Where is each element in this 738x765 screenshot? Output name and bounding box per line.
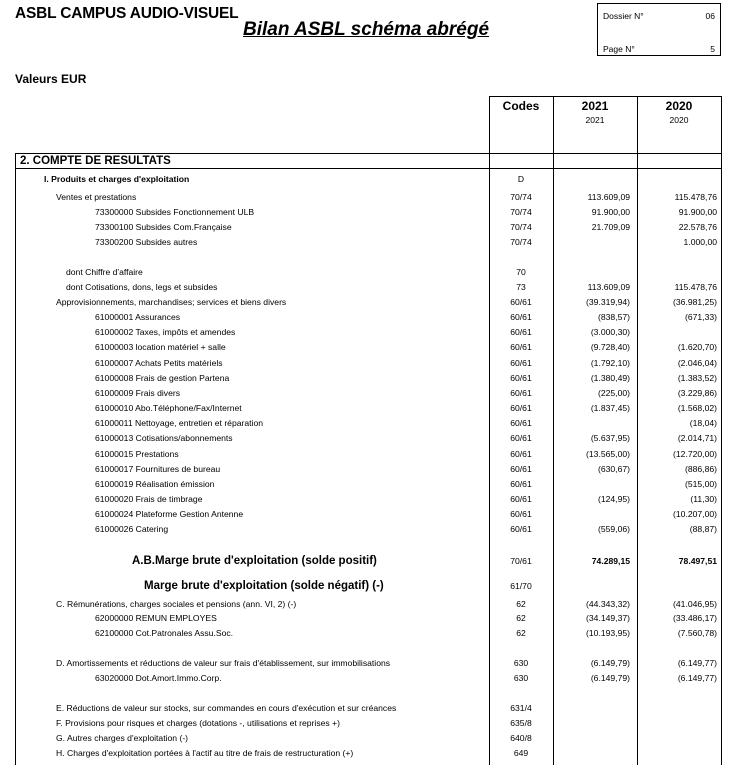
row-label: A.B.Marge brute d'exploitation (solde positif) — [132, 555, 377, 567]
row-label: H. Charges d'exploitation portées à l'actif au titre de frais de restructuration (+) — [56, 748, 354, 758]
row-label: 61000008 Frais de gestion Partena — [95, 373, 230, 383]
dossier-page-box — [597, 3, 721, 56]
table-row — [17, 387, 735, 400]
row-value-2021: (124,95) — [597, 494, 630, 504]
table-row — [17, 478, 735, 491]
row-label: E. Réductions de valeur sur stocks, sur commandes en cours d'exécution et sur créances — [56, 703, 397, 713]
row-code: 60/61 — [510, 358, 532, 368]
row-code: 60/61 — [510, 373, 532, 383]
row-label: 61000003 location matériel + salle — [95, 342, 226, 352]
row-value-2020: 115.478,76 — [674, 282, 717, 292]
row-code: 631/4 — [510, 703, 532, 713]
organization-name: ASBL CAMPUS AUDIO-VISUEL — [15, 5, 239, 22]
table-top-border — [489, 96, 722, 97]
row-value-2021: 113.609,09 — [587, 282, 630, 292]
table-row — [17, 206, 735, 219]
table-row — [17, 702, 735, 715]
row-value-2021: (5.637,95) — [590, 433, 630, 443]
row-value-2020: (6.149,77) — [677, 658, 717, 668]
row-label: dont Cotisations, dons, legs et subsides — [66, 282, 218, 292]
row-code: 70/74 — [510, 207, 532, 217]
table-row — [17, 672, 735, 685]
row-value-2020: (11,30) — [690, 494, 717, 504]
row-label: 73300000 Subsides Fonctionnement ULB — [95, 207, 255, 217]
row-code: 60/61 — [510, 509, 532, 519]
row-value-2021: (559,06) — [597, 524, 630, 534]
row-value-2020: 115.478,76 — [674, 192, 717, 202]
row-value-2021: 91.900,00 — [591, 207, 630, 217]
table-row — [17, 508, 735, 521]
table-row — [17, 173, 735, 186]
table-row — [17, 747, 735, 760]
row-label: Ventes et prestations — [56, 192, 137, 202]
row-code: 62 — [516, 613, 526, 623]
row-value-2020: (18,04) — [689, 418, 717, 428]
row-code: 60/61 — [510, 418, 532, 428]
page-value: 5 — [710, 44, 715, 54]
row-label: 61000010 Abo.Téléphone/Fax/Internet — [95, 403, 242, 413]
row-value-2021: 21.709,09 — [591, 222, 630, 232]
row-value-2020: (2.014,71) — [677, 433, 717, 443]
page-label: Page N° — [603, 44, 635, 54]
row-code: 60/61 — [510, 312, 532, 322]
table-row — [17, 432, 735, 445]
row-label: G. Autres charges d'exploitation (-) — [56, 733, 189, 743]
year2-column-subheader: 2020 — [669, 115, 689, 125]
table-row — [17, 732, 735, 745]
row-label: 61000020 Frais de timbrage — [95, 494, 203, 504]
row-code: 635/8 — [510, 718, 532, 728]
year1-column-subheader: 2021 — [585, 115, 605, 125]
row-code: 60/61 — [510, 464, 532, 474]
row-code: 70/74 — [510, 237, 532, 247]
row-label: 73300200 Subsides autres — [95, 237, 198, 247]
table-row — [17, 627, 735, 640]
table-row — [17, 191, 735, 204]
year2-column-header: 2020 — [665, 99, 693, 113]
row-code: 60/61 — [510, 524, 532, 534]
row-label: 61000019 Réalisation émission — [95, 479, 215, 489]
currency-unit: Valeurs EUR — [15, 72, 87, 86]
row-value-2021: (1.792,10) — [590, 358, 630, 368]
table-row — [17, 448, 735, 461]
row-code: 61/70 — [510, 581, 532, 591]
table-row — [17, 281, 735, 294]
section-title: 2. COMPTE DE RESULTATS — [20, 155, 171, 167]
row-value-2020: (671,33) — [684, 312, 717, 322]
dossier-value: 06 — [705, 11, 715, 21]
row-value-2020: (1.568,02) — [677, 403, 717, 413]
row-value-2020: (1.383,52) — [677, 373, 717, 383]
row-label: 73300100 Subsides Com.Française — [95, 222, 232, 232]
row-label: 62000000 REMUN EMPLOYES — [95, 613, 217, 623]
row-label: 62100000 Cot.Patronales Assu.Soc. — [95, 628, 234, 638]
row-code: 73 — [516, 282, 526, 292]
table-row — [17, 555, 735, 568]
table-row — [17, 266, 735, 279]
codes-column-header: Codes — [502, 99, 540, 113]
table-row — [17, 612, 735, 625]
row-value-2020: (10.207,00) — [673, 509, 717, 519]
row-label: Approvisionnements, marchandises; services et biens divers — [56, 297, 287, 307]
table-row — [17, 598, 735, 611]
row-code: 60/61 — [510, 297, 532, 307]
row-label: D. Amortissements et réductions de valeur sur frais d'établissement, sur immobilisations — [56, 658, 391, 668]
row-value-2020: 1.000,00 — [683, 237, 717, 247]
row-value-2021: (225,00) — [597, 388, 630, 398]
table-row — [17, 341, 735, 354]
row-value-2021: (3.000,30) — [590, 327, 630, 337]
table-row — [17, 236, 735, 249]
row-label: 61000015 Prestations — [95, 449, 179, 459]
row-value-2020: (1.620,70) — [677, 342, 717, 352]
row-label: 61000007 Achats Petits matériels — [95, 358, 223, 368]
row-code: 649 — [513, 748, 529, 758]
row-value-2020: (515,00) — [684, 479, 717, 489]
row-value-2020: (12.720,00) — [673, 449, 717, 459]
row-value-2021: (1.380,49) — [590, 373, 630, 383]
year1-column-header: 2021 — [581, 99, 609, 113]
table-row — [17, 580, 735, 593]
row-value-2021: (39.319,94) — [586, 297, 630, 307]
table-row — [17, 402, 735, 415]
row-code: 62 — [516, 599, 526, 609]
row-code: 60/61 — [510, 433, 532, 443]
document-title: Bilan ASBL schéma abrégé — [243, 19, 490, 40]
row-value-2020: 22.578,76 — [678, 222, 717, 232]
row-label: 63020000 Dot.Amort.Immo.Corp. — [95, 673, 222, 683]
row-value-2020: (41.046,95) — [673, 599, 717, 609]
table-row — [17, 463, 735, 476]
row-code: 62 — [516, 628, 526, 638]
row-value-2021: 74.289,15 — [591, 556, 630, 566]
row-label: 61000009 Frais divers — [95, 388, 181, 398]
row-code: 70/74 — [510, 192, 532, 202]
table-left-border — [15, 153, 16, 765]
row-code: 630 — [513, 658, 529, 668]
row-code: 60/61 — [510, 388, 532, 398]
table-row — [17, 372, 735, 385]
table-row — [17, 357, 735, 370]
row-label: 61000013 Cotisations/abonnements — [95, 433, 233, 443]
row-code: 60/61 — [510, 342, 532, 352]
row-value-2020: (88,87) — [689, 524, 717, 534]
row-value-2021: (13.565,00) — [586, 449, 630, 459]
row-value-2021: (1.837,45) — [590, 403, 630, 413]
row-value-2020: (36.981,25) — [673, 297, 717, 307]
table-row — [17, 221, 735, 234]
row-label: C. Rémunérations, charges sociales et pensions (ann. VI, 2) (-) — [56, 599, 297, 609]
row-value-2021: (6.149,79) — [590, 673, 630, 683]
row-code: 70/61 — [510, 556, 532, 566]
row-label: I. Produits et charges d'exploitation — [44, 174, 190, 184]
row-value-2021: 113.609,09 — [587, 192, 630, 202]
row-value-2021: (630,67) — [597, 464, 630, 474]
row-value-2020: 91.900,00 — [678, 207, 717, 217]
row-code: D — [517, 174, 525, 184]
row-code: 60/61 — [510, 494, 532, 504]
row-value-2020: (33.486,17) — [673, 613, 717, 623]
row-label: dont Chiffre d'affaire — [66, 267, 143, 277]
row-value-2020: (6.149,77) — [677, 673, 717, 683]
table-row — [17, 417, 735, 430]
row-label: 61000026 Catering — [95, 524, 169, 534]
row-value-2020: (7.560,78) — [677, 628, 717, 638]
row-label: 61000024 Plateforme Gestion Antenne — [95, 509, 244, 519]
row-label: 61000002 Taxes, impôts et amendes — [95, 327, 236, 337]
table-row — [17, 326, 735, 339]
table-row — [17, 493, 735, 506]
row-label: 61000011 Nettoyage, entretien et réparation — [95, 418, 264, 428]
dossier-label: Dossier N° — [603, 11, 644, 21]
section-title-row — [17, 155, 735, 168]
row-code: 60/61 — [510, 327, 532, 337]
table-row — [17, 311, 735, 324]
row-value-2020: (886,86) — [684, 464, 717, 474]
row-label: Marge brute d'exploitation (solde négatif) (-) — [144, 580, 384, 592]
row-value-2020: (2.046,04) — [677, 358, 717, 368]
row-code: 60/61 — [510, 403, 532, 413]
row-code: 60/61 — [510, 479, 532, 489]
table-row — [17, 657, 735, 670]
row-value-2020: 78.497,51 — [678, 556, 717, 566]
row-label: 61000001 Assurances — [95, 312, 181, 322]
table-row — [17, 523, 735, 536]
row-value-2021: (9.728,40) — [590, 342, 630, 352]
row-code: 70 — [516, 267, 526, 277]
row-value-2021: (44.343,32) — [586, 599, 630, 609]
row-value-2021: (838,57) — [597, 312, 630, 322]
row-label: F. Provisions pour risques et charges (dotations -, utilisations et reprises +) — [56, 718, 340, 728]
row-code: 70/74 — [510, 222, 532, 232]
section-underline — [15, 168, 722, 169]
row-code: 630 — [513, 673, 529, 683]
header-bottom-border — [15, 153, 722, 154]
row-value-2020: (3.229,86) — [677, 388, 717, 398]
row-value-2021: (10.193,95) — [586, 628, 630, 638]
row-code: 640/8 — [510, 733, 532, 743]
table-row — [17, 717, 735, 730]
table-row — [17, 296, 735, 309]
row-label: 61000017 Fournitures de bureau — [95, 464, 221, 474]
row-code: 60/61 — [510, 449, 532, 459]
row-value-2021: (34.149,37) — [586, 613, 630, 623]
row-value-2021: (6.149,79) — [590, 658, 630, 668]
